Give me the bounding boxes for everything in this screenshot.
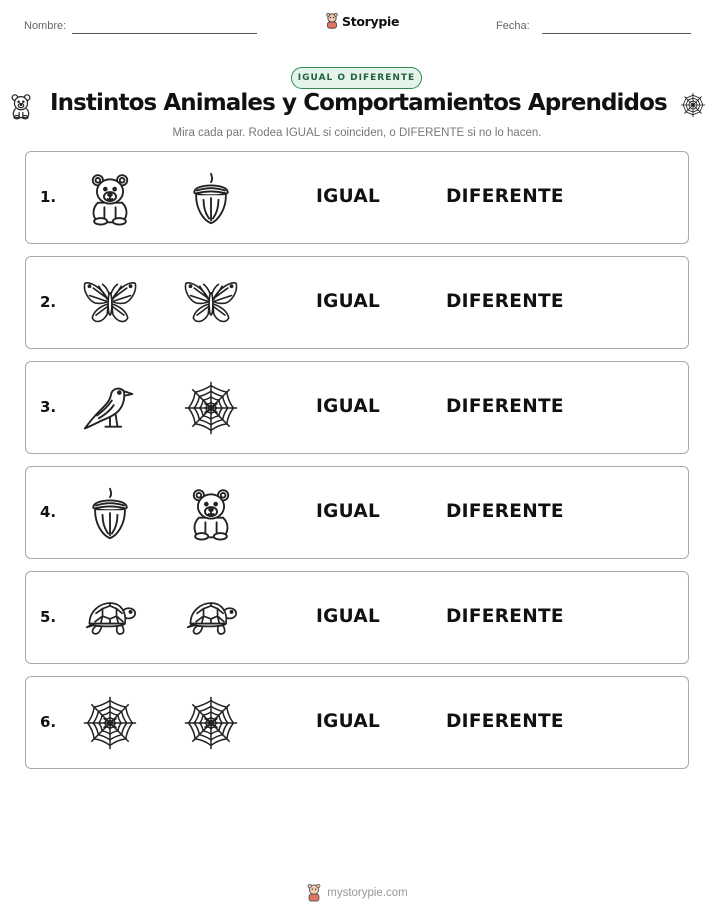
question-number: 2. bbox=[40, 293, 57, 311]
bird-icon bbox=[82, 380, 138, 436]
question-number: 5. bbox=[40, 608, 57, 626]
option-same[interactable]: IGUAL bbox=[316, 396, 381, 417]
brand-name: Storypie bbox=[342, 13, 400, 29]
spider-web-icon bbox=[679, 90, 707, 124]
footer-site[interactable]: mystorypie.com bbox=[327, 887, 408, 899]
spider-web-icon bbox=[82, 695, 138, 751]
date-label: Fecha: bbox=[496, 20, 530, 32]
spider-web-icon bbox=[183, 380, 239, 436]
option-same[interactable]: IGUAL bbox=[316, 711, 381, 732]
option-different[interactable]: DIFERENTE bbox=[446, 396, 564, 417]
turtle-icon bbox=[183, 590, 239, 646]
option-different[interactable]: DIFERENTE bbox=[446, 291, 564, 312]
option-different[interactable]: DIFERENTE bbox=[446, 606, 564, 627]
butterfly-icon bbox=[183, 275, 239, 331]
bear-icon bbox=[82, 170, 138, 226]
question-row bbox=[25, 361, 689, 454]
acorn-icon bbox=[82, 485, 138, 541]
question-row bbox=[25, 466, 689, 559]
section-badge: IGUAL O DIFERENTE bbox=[291, 67, 422, 89]
bear-icon bbox=[7, 90, 35, 126]
option-different[interactable]: DIFERENTE bbox=[446, 186, 564, 207]
storypie-mascot-icon bbox=[325, 13, 339, 29]
option-same[interactable]: IGUAL bbox=[316, 186, 381, 207]
bear-icon bbox=[183, 485, 239, 541]
name-field-line[interactable] bbox=[72, 33, 257, 34]
option-same[interactable]: IGUAL bbox=[316, 606, 381, 627]
option-same[interactable]: IGUAL bbox=[316, 501, 381, 522]
instructions: Mira cada par. Rodea IGUAL si coinciden, o DIFERENTE si no lo hacen. bbox=[172, 127, 542, 139]
brand-logo bbox=[325, 13, 399, 29]
question-number: 1. bbox=[40, 188, 57, 206]
question-number: 6. bbox=[40, 713, 57, 731]
question-row bbox=[25, 676, 689, 769]
storypie-mascot-icon bbox=[306, 884, 322, 902]
question-row bbox=[25, 151, 689, 244]
name-label: Nombre: bbox=[24, 20, 67, 32]
butterfly-icon bbox=[82, 275, 138, 331]
turtle-icon bbox=[82, 590, 138, 646]
spider-web-icon bbox=[183, 695, 239, 751]
option-same[interactable]: IGUAL bbox=[316, 291, 381, 312]
option-different[interactable]: DIFERENTE bbox=[446, 711, 564, 732]
question-number: 4. bbox=[40, 503, 57, 521]
question-row bbox=[25, 571, 689, 664]
question-row bbox=[25, 256, 689, 349]
title-bar bbox=[0, 90, 714, 126]
option-different[interactable]: DIFERENTE bbox=[446, 501, 564, 522]
footer bbox=[0, 884, 714, 902]
page-title: Instintos Animales y Comportamientos Aprendidos bbox=[50, 90, 667, 116]
acorn-icon bbox=[183, 170, 239, 226]
question-number: 3. bbox=[40, 398, 57, 416]
worksheet-header bbox=[0, 0, 714, 50]
date-field-line[interactable] bbox=[542, 33, 691, 34]
